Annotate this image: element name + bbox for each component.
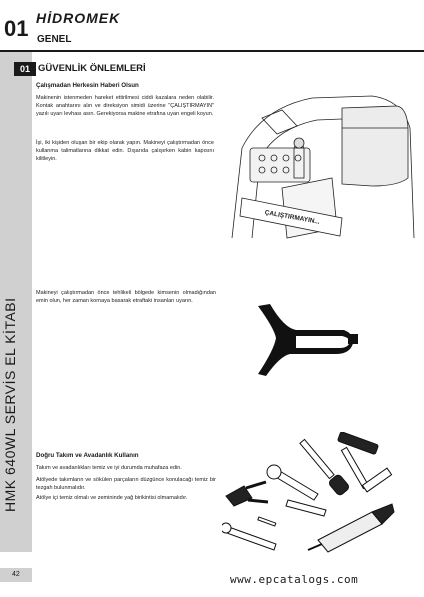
header-divider [0, 50, 424, 52]
manual-title: HMK 640WL SERVİS EL KİTABI [2, 297, 18, 512]
chapter-number: 01 [4, 16, 29, 41]
section-title: GÜVENLİK ÖNLEMLERİ [38, 63, 146, 74]
footer-url[interactable]: www.epcatalogs.com [230, 573, 359, 586]
screwdriver-icon [300, 439, 334, 478]
tools-illustration [222, 432, 418, 562]
section-number: 01 [14, 62, 36, 76]
paragraph: İşi, iki kişiden oluşan bir ekip olarak yapın. Makineyi çalıştırmadan önce kullanma talimatlarına dikkat edin. Dışarıda çalışırken kabin kapısını kilitleyin. [36, 140, 214, 162]
brand-logo: HİDROMEK [36, 10, 121, 26]
combination-wrench-icon [224, 526, 276, 550]
page-header [0, 0, 424, 52]
chapter-title: GENEL [37, 34, 72, 45]
paragraph: Atölyede takımların ve sökülen parçaların düzgünce konulacağı temiz bir tezgah bulunmalıdır. [36, 477, 216, 491]
horn-icon [256, 298, 360, 380]
paragraph: Atölye içi temiz olmalı ve zemininde yağ birikintisi olmamalıdır. [36, 495, 188, 501]
paragraph: Makinenin istenmeden hareket ettirilmesi ciddi kazalara neden olabilir. Kontak anahtarını alın ve direksiyon simidi üzerine "ÇALIŞTIRMAYIN" yazılı uyarı levhası asın. Gerekiyorsa makine etrafına uyarı engeli koyun. [36, 95, 214, 117]
paragraph: Makineyi çalıştırmadan önce tehlikeli bölgede kimsenin olmadığından emin olun, her zaman kornaya basarak etraftaki insanları uyarın. [36, 290, 216, 304]
grease-gun-icon [318, 512, 382, 552]
pliers-icon [226, 486, 252, 506]
side-bar [0, 52, 32, 552]
subhead-tools: Doğru Takım ve Avadanlık Kullanın [36, 452, 139, 459]
open-wrench-icon [286, 500, 326, 516]
small-screwdriver-icon [258, 517, 276, 526]
cab-controls-illustration [222, 88, 418, 244]
socket-icon [362, 468, 391, 492]
subhead-inform: Çalışmadan Herkesin Haberi Olsun [36, 82, 139, 89]
warning-tag-text: ÇALIŞTIRMAYIN... [264, 209, 321, 226]
paragraph: Takım ve avadanlıkları temiz ve iyi durumda muhafaza edin. [36, 465, 182, 471]
page-number: 42 [12, 571, 20, 578]
